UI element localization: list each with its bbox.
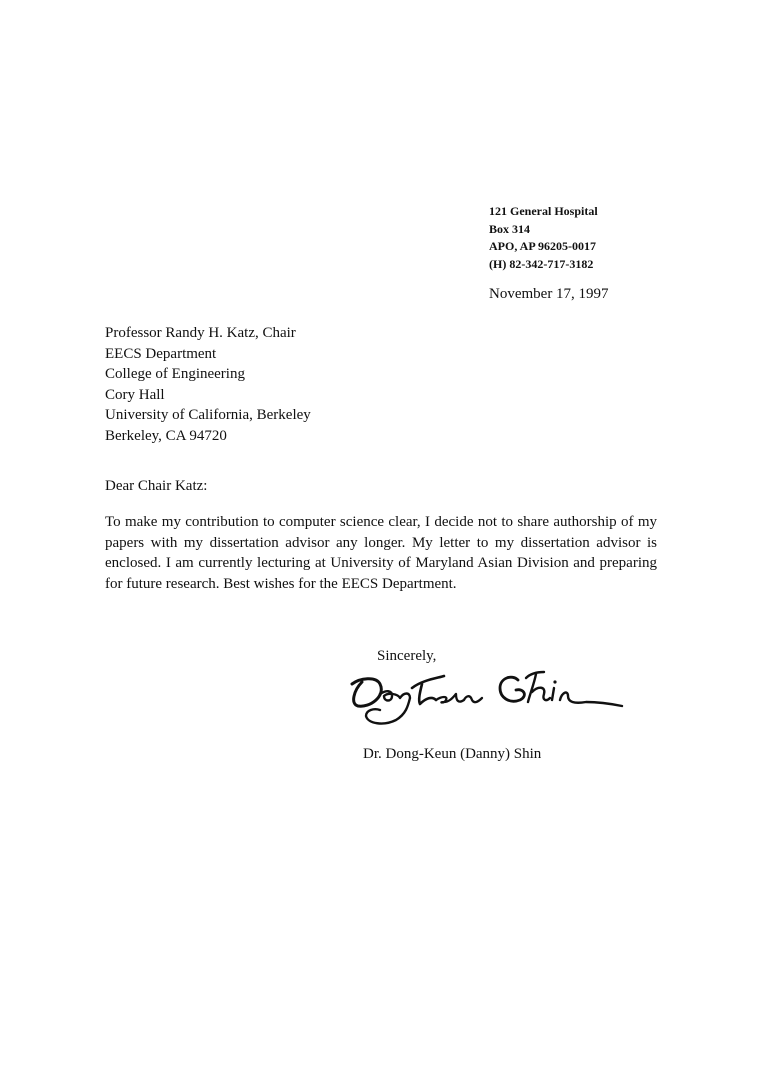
recipient-line: EECS Department: [105, 345, 217, 362]
recipient-line: Berkeley, CA 94720: [105, 427, 227, 444]
recipient-line: University of California, Berkeley: [105, 407, 311, 424]
sender-line: Box 314: [489, 221, 531, 236]
sender-line: 121 General Hospital: [489, 204, 598, 218]
recipient-line: College of Engineering: [105, 366, 245, 383]
salutation: Dear Chair Katz:: [105, 478, 208, 494]
signer-name: Dr. Dong-Keun (Danny) Shin: [363, 746, 542, 762]
letter-date: November 17, 1997: [489, 286, 609, 302]
letter-body: To make my contribution to computer science clear, I decide not to share authorship of my papers with my dissertation advisor any longer. My letter to my dissertation advisor is enclosed. I am currently lecturing at University of Maryland Asian Division and preparing for future research. Best wishes for the EECS Department.: [105, 514, 657, 592]
handwritten-signature: [340, 660, 630, 732]
closing: Sincerely,: [377, 648, 437, 664]
sender-line: APO, AP 96205-0017: [489, 239, 596, 253]
sender-address-block: [489, 203, 598, 273]
sender-line: (H) 82-342-717-3182: [489, 256, 594, 271]
recipient-address-block: [105, 323, 311, 447]
recipient-line: Professor Randy H. Katz, Chair: [105, 325, 296, 341]
recipient-line: Cory Hall: [105, 386, 165, 403]
